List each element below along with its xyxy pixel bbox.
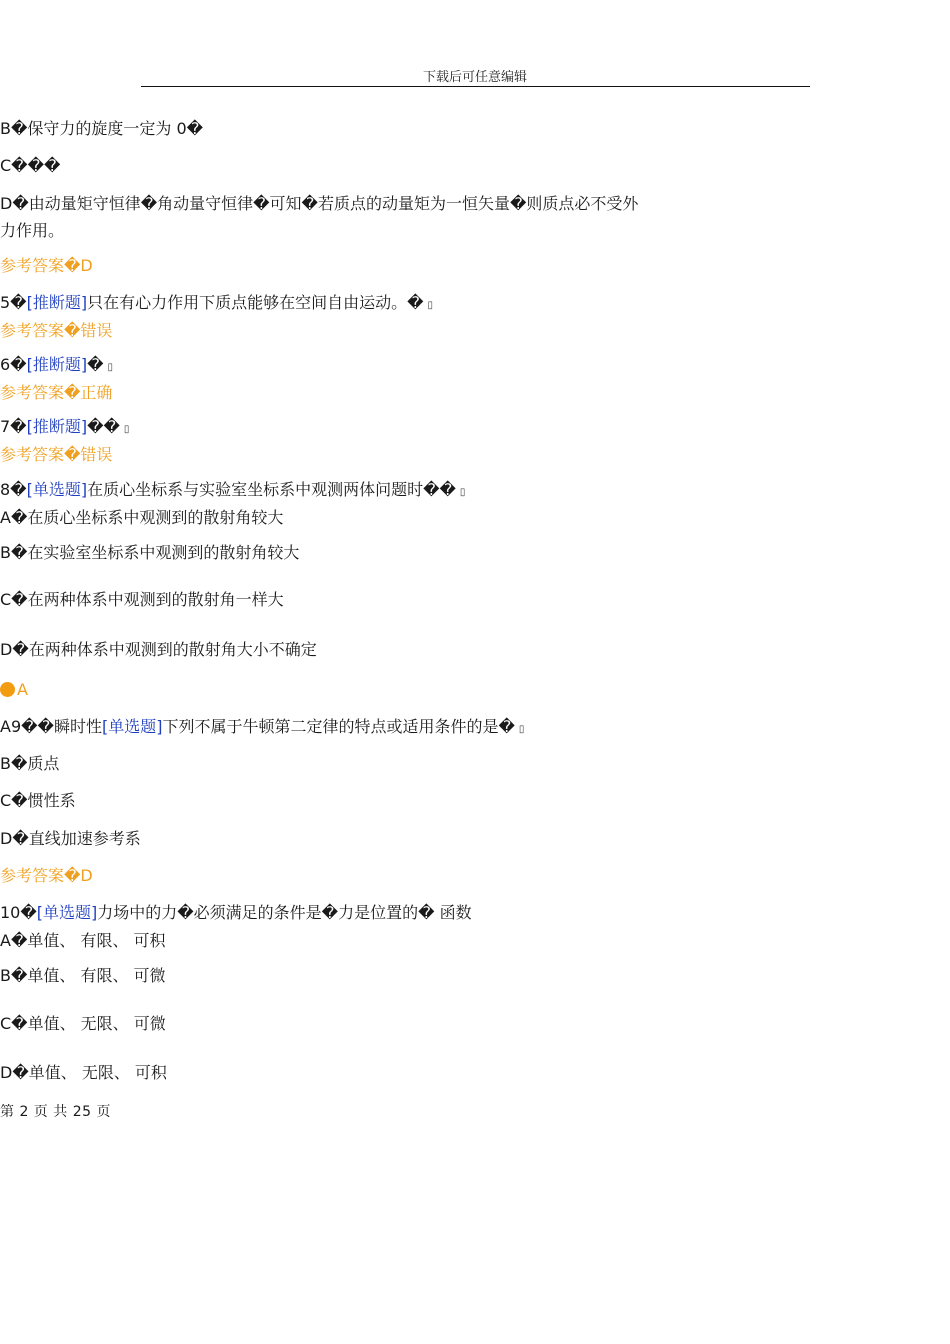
q9-question [0,717,524,740]
missing-glyph-icon: ▯ [459,487,466,498]
q6-number: 6� [0,355,27,374]
q10-type-tag: [单选题] [36,903,98,922]
q10-option-c: C�单值、 无限、 可微 [0,1014,166,1033]
q8-answer [0,680,28,700]
q9-option-d: D�直线加速参考系 [0,829,141,848]
q8-number: 8� [0,480,27,499]
missing-glyph-icon: ▯ [427,300,434,311]
q6-question [0,355,113,378]
q5-number: 5� [0,293,27,312]
q4-option-c: C��� [0,156,61,175]
q8-text: 在质心坐标系与实验室坐标系中观测两体问题时�� [87,480,456,499]
q5-answer: 参考答案�错误 [0,321,113,340]
q9-answer: 参考答案�D [0,866,93,885]
q6-text: � [87,355,104,374]
q10-question [0,903,472,923]
q6-type-tag: [推断题] [26,355,88,374]
q8-answer-value: A [17,680,28,699]
q8-option-d: D�在两种体系中观测到的散射角大小不确定 [0,640,317,659]
q5-text: 只在有心力作用下质点能够在空间自由运动。� [87,293,424,312]
q8-option-a: A�在质心坐标系中观测到的散射角较大 [0,508,284,527]
missing-glyph-icon: ▯ [518,724,525,735]
q7-answer: 参考答案�错误 [0,445,113,464]
missing-glyph-icon: ▯ [107,362,114,373]
q7-type-tag: [推断题] [26,417,88,436]
q7-text: �� [87,417,120,436]
q10-option-b: B�单值、 有限、 可微 [0,966,166,985]
missing-glyph-icon: ▯ [123,424,130,435]
q9-text: 下列不属于牛顿第二定律的特点或适用条件的是� [162,717,515,736]
q8-question [0,480,465,503]
q4-answer: 参考答案�D [0,256,93,275]
q7-question [0,417,129,440]
q9-option-c: C�惯性系 [0,791,76,810]
answer-stain-icon [0,682,15,697]
q9-type-tag: [单选题] [101,717,163,736]
q10-option-a: A�单值、 有限、 可积 [0,931,166,950]
q4-option-d-line2: 力作用。 [0,221,65,240]
q10-option-d: D�单值、 无限、 可积 [0,1063,167,1082]
q4-option-d-line1: D�由动量矩守恒律�角动量守恒律�可知�若质点的动量矩为一恒矢量�则质点必不受外 [0,194,639,213]
page-footer-number: 第 2 页 共 25 页 [0,1104,111,1120]
q7-number: 7� [0,417,27,436]
q8-type-tag: [单选题] [26,480,88,499]
header-rule [141,86,810,87]
q10-text: 力场中的力�必须满足的条件是�力是位置的� 函数 [97,903,472,922]
q10-number: 10� [0,903,37,922]
q4-option-b: B�保守力的旋度一定为 0� [0,119,204,138]
q6-answer: 参考答案�正确 [0,383,113,402]
q9-option-b: B�质点 [0,754,60,773]
q8-option-b: B�在实验室坐标系中观测到的散射角较大 [0,543,300,562]
q9-prefix: A9��瞬时性 [0,717,102,736]
page-header-title: 下载后可任意编辑 [422,70,527,85]
q8-option-c: C�在两种体系中观测到的散射角一样大 [0,590,284,609]
q5-question [0,293,433,316]
q5-type-tag: [推断题] [26,293,88,312]
